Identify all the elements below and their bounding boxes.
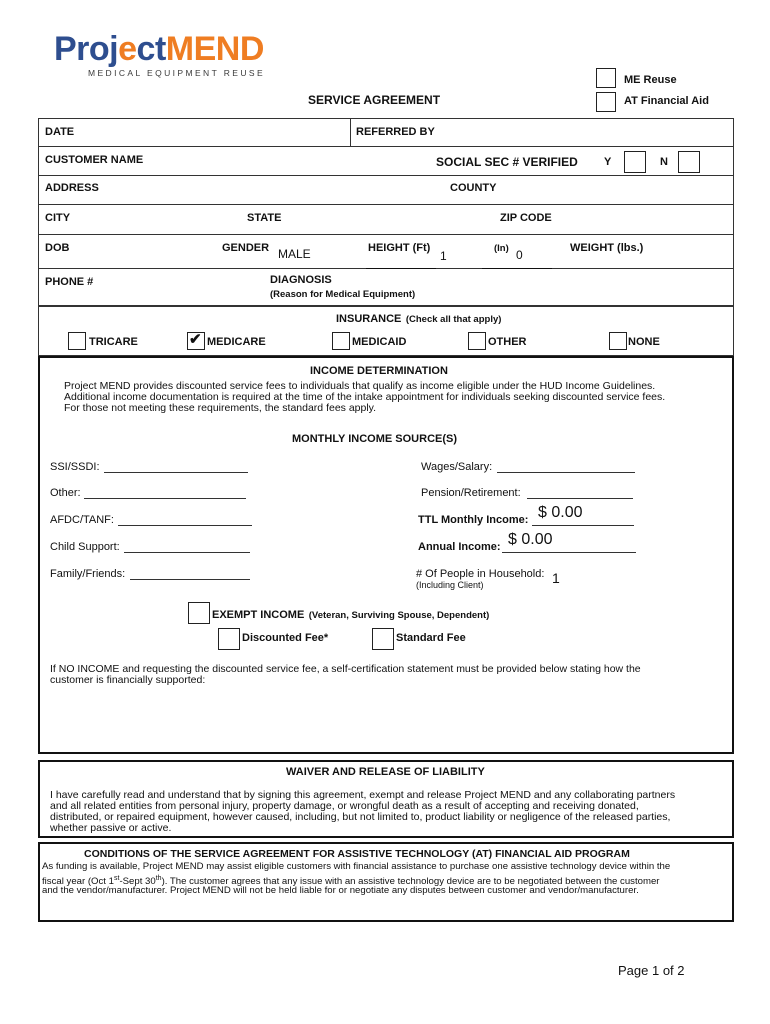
other-income-field[interactable]	[84, 498, 246, 499]
customer-name-label: CUSTOMER NAME	[45, 154, 144, 166]
ssn-no-label: N	[660, 156, 668, 168]
ssi-field[interactable]	[104, 472, 248, 473]
pension-label: Pension/Retirement:	[421, 487, 521, 499]
ssn-verified-label: SOCIAL SEC # VERIFIED	[436, 155, 578, 169]
me-reuse-checkbox[interactable]	[596, 68, 616, 88]
ssn-yes-label: Y	[604, 156, 612, 168]
child-support-field[interactable]	[124, 552, 250, 553]
referred-by-label: REFERRED BY	[356, 126, 435, 138]
phone-field[interactable]	[110, 271, 260, 301]
other-income-label: Other:	[50, 487, 81, 499]
dob-field[interactable]	[80, 237, 210, 263]
insurance-note: (Check all that apply)	[405, 314, 502, 325]
exempt-income-row	[212, 605, 489, 623]
afdc-label: AFDC/TANF:	[50, 514, 114, 526]
referred-by-field[interactable]	[450, 120, 728, 144]
none-insurance-checkbox[interactable]	[609, 332, 627, 350]
income-intro-3: For those not meeting these requirements, the standard fees apply.	[64, 402, 377, 414]
income-sources-title: MONTHLY INCOME SOURCE(S)	[292, 433, 458, 445]
tricare-label: TRICARE	[89, 336, 138, 348]
exempt-income-checkbox[interactable]	[188, 602, 210, 624]
annual-income-value[interactable]: $ 0.00	[508, 531, 553, 548]
at-financial-aid-checkbox[interactable]	[596, 92, 616, 112]
annual-income-label: Annual Income:	[418, 541, 501, 553]
household-note: (Including Client)	[416, 580, 484, 590]
dob-label: DOB	[45, 242, 70, 254]
logo-word-ct: ct	[136, 30, 166, 68]
logo-word-proj: Proj	[54, 30, 119, 68]
ssi-label: SSI/SSDI:	[50, 461, 100, 473]
tricare-checkbox[interactable]	[68, 332, 86, 350]
child-support-label: Child Support:	[50, 541, 120, 553]
phone-label: PHONE #	[45, 276, 94, 288]
weight-field[interactable]	[652, 237, 728, 263]
gender-label: GENDER	[222, 242, 270, 254]
conditions-line-3: and the vendor/manufacturer. Project MEND will not be held liable for or negotiate any disputes between customer and vendor/manufacturer.	[42, 885, 639, 896]
ttl-monthly-value[interactable]: $ 0.00	[538, 504, 583, 521]
diagnosis-field[interactable]	[440, 271, 728, 301]
project-mend-logo	[54, 32, 265, 78]
income-intro-1: Project MEND provides discounted service fees to individuals that qualify as income eligible under the HUD Income Guidelines.	[64, 380, 656, 392]
conditions-line-1: As funding is available, Project MEND may assist eligible customers with financial assistance to purchase one assistive technology device within the	[42, 861, 671, 872]
other-insurance-checkbox[interactable]	[468, 332, 486, 350]
logo-word-mend: MEND	[165, 30, 264, 68]
waiver-title: WAIVER AND RELEASE OF LIABILITY	[286, 766, 485, 778]
waiver-line-2: and all related entities from personal injury, property damage, or wrongful death as a result of accepting and receiving donated,	[50, 800, 639, 812]
discounted-fee-label: Discounted Fee*	[242, 632, 329, 644]
none-insurance-label: NONE	[628, 336, 660, 348]
family-friends-label: Family/Friends:	[50, 568, 126, 580]
city-field[interactable]	[80, 206, 240, 230]
wages-label: Wages/Salary:	[421, 461, 493, 473]
zip-code-label: ZIP CODE	[500, 212, 552, 224]
discounted-fee-checkbox[interactable]	[218, 628, 240, 650]
diagnosis-label: DIAGNOSIS	[270, 274, 332, 286]
waiver-line-4: whether passive or active.	[50, 822, 172, 834]
address-field[interactable]	[110, 177, 440, 201]
logo-tagline: MEDICAL EQUIPMENT REUSE	[88, 68, 266, 78]
at-financial-aid-label: AT Financial Aid	[624, 95, 709, 107]
insurance-title: INSURANCE	[336, 313, 402, 325]
me-reuse-label: ME Reuse	[624, 74, 677, 86]
county-label: COUNTY	[450, 182, 497, 194]
no-income-note-2: customer is financially supported:	[50, 674, 206, 686]
standard-fee-label: Standard Fee	[396, 632, 466, 644]
medicaid-label: MEDICAID	[352, 336, 407, 348]
logo-letter-e: e	[118, 30, 137, 68]
height-in-label: (In)	[494, 243, 509, 254]
address-label: ADDRESS	[45, 182, 99, 194]
afdc-field[interactable]	[118, 525, 252, 526]
ssn-no-checkbox[interactable]	[678, 151, 700, 173]
customer-name-field[interactable]	[160, 148, 430, 172]
conditions-line-2: fiscal year (Oct 1st-Sept 30th). The customer agrees that any issue with an assistive technology device are to be negotiated between the customer	[42, 875, 660, 888]
family-friends-field[interactable]	[130, 579, 250, 580]
ssn-yes-checkbox[interactable]	[624, 151, 646, 173]
income-intro-2: Additional income documentation is required at the time of the intake appointment for individuals seeking discounted service fees.	[64, 391, 666, 403]
weight-label: WEIGHT (lbs.)	[570, 242, 644, 254]
other-insurance-label: OTHER	[488, 336, 527, 348]
exempt-income-label: EXEMPT INCOME	[212, 609, 305, 621]
waiver-line-1: I have carefully read and understand that by signing this agreement, exempt and release Project MEND and any collaborating partners	[50, 789, 676, 801]
city-label: CITY	[45, 212, 71, 224]
insurance-header	[336, 309, 501, 327]
gender-value[interactable]: MALE	[278, 247, 311, 261]
state-field[interactable]	[290, 206, 490, 230]
no-income-note-1: If NO INCOME and requesting the discounted service fee, a self-certification statement must be provided below stating how the	[50, 663, 641, 675]
income-title: INCOME DETERMINATION	[310, 365, 448, 377]
date-field[interactable]	[110, 120, 340, 144]
medicare-label: MEDICARE	[207, 336, 266, 348]
standard-fee-checkbox[interactable]	[372, 628, 394, 650]
wages-field[interactable]	[497, 472, 635, 473]
diagnosis-note: (Reason for Medical Equipment)	[270, 289, 416, 300]
date-label: DATE	[45, 126, 75, 138]
county-field[interactable]	[505, 177, 727, 201]
height-ft-value[interactable]: 1	[440, 249, 447, 263]
state-label: STATE	[247, 212, 282, 224]
page-number: Page 1 of 2	[618, 963, 685, 978]
household-value[interactable]: 1	[552, 570, 560, 586]
medicare-checkbox[interactable]	[187, 332, 205, 350]
medicaid-checkbox[interactable]	[332, 332, 350, 350]
check-icon: ✔	[189, 331, 202, 348]
exempt-income-note: (Veteran, Surviving Spouse, Dependent)	[308, 610, 490, 621]
waiver-line-3: distributed, or repaired equipment, however caused, including, but not limited to, product liability or negligence of the released parties,	[50, 811, 671, 823]
household-label: # Of People in Household:	[416, 568, 545, 580]
ttl-monthly-label: TTL Monthly Income:	[418, 514, 529, 526]
height-in-value[interactable]: 0	[516, 248, 523, 262]
self-certification-field[interactable]	[50, 690, 726, 748]
zip-code-field[interactable]	[560, 206, 728, 230]
conditions-title: CONDITIONS OF THE SERVICE AGREEMENT FOR ASSISTIVE TECHNOLOGY (AT) FINANCIAL AID PROGRAM	[84, 848, 630, 860]
form-title: SERVICE AGREEMENT	[308, 93, 441, 107]
pension-field[interactable]	[527, 498, 633, 499]
height-ft-label: HEIGHT (Ft)	[368, 242, 431, 254]
